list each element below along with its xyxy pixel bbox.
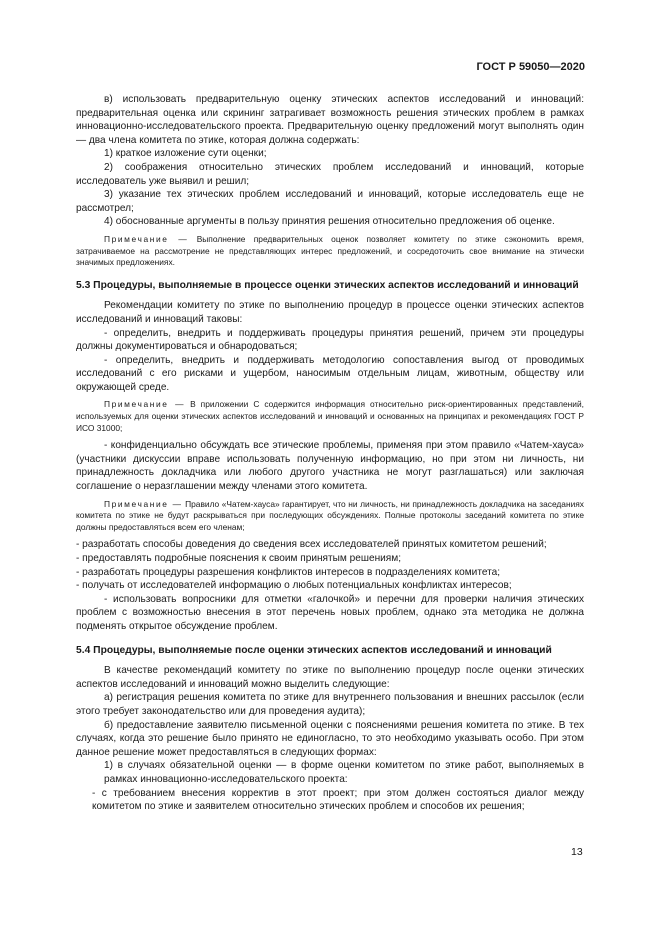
note-label: Примечание —	[104, 399, 186, 410]
paragraph: 1) в случаях обязательной оценки — в форме оценки комитетом по этике работ, выполняемых в рамках инновационно-исследовательского проекта:	[104, 760, 584, 785]
paragraph: Рекомендации комитету по этике по выполнению процедур в процессе оценки этических аспектов исследований и инноваций таковы:	[76, 300, 584, 325]
note-text: Правило «Чатем-хауса» гарантирует, что ни личность, ни принадлежность докладчика на заседаниях комитета по этике не будут раскрываться при последующих обсуждениях. Полные протоколы заседаний комитета по этике должны предоставляться всем его членам;	[76, 498, 584, 532]
page-content	[76, 93, 584, 814]
list-item: - предоставлять подробные пояснения к своим принятым решениям;	[76, 553, 402, 564]
note	[76, 399, 584, 434]
standard-code: ГОСТ Р 59050—2020	[476, 61, 585, 73]
note	[76, 499, 584, 534]
paragraph: - определить, внедрить и поддерживать процедуры принятия решений, причем эти процедуры должны документироваться и обнародоваться;	[76, 327, 584, 353]
page-number: 13	[571, 846, 583, 858]
list-item: - разработать способы доведения до сведения всех исследователей принятых комитетом решений;	[76, 539, 547, 551]
paragraph: - определить, внедрить и поддерживать методологию сопоставления выгод от проводимых исследований с его рисками и ущербом, наносимым отдельным лицам, животным, обществу или окружающей среде.	[76, 354, 584, 393]
list-item: 1) краткое изложение сути оценки;	[104, 148, 267, 160]
paragraph: - с требованием внесения корректив в этот проект; при этом должен состояться диалог между комитетом по этике и заявителем относительно этических проблем и способов их решения;	[92, 787, 584, 813]
paragraph: В качестве рекомендаций комитету по этике по выполнению процедур после оценки этических аспектов исследований и инноваций можно выделить следующие:	[76, 665, 584, 690]
list-item: 2) соображения относительно этических проблем исследований и инноваций, которые исследователь уже выявил и решил;	[76, 161, 584, 187]
note	[76, 234, 584, 269]
list-item: 4) обоснованные аргументы в пользу принятия решения относительно предложения об оценке.	[104, 216, 555, 228]
note-label: Примечание —	[104, 498, 183, 509]
list-item: - получать от исследователей информацию о любых потенциальных конфликтах интересов;	[76, 580, 512, 592]
list-item: 3) указание тех этических проблем исследований и инноваций, которые исследователь еще не рассмотрел;	[76, 189, 584, 214]
list-item: - разработать процедуры разрешения конфликтов интересов в подразделениях комитета;	[76, 566, 501, 578]
note-text: Выполнение предварительных оценок позволяет комитету по этике сэкономить время, затрачиваемое на рассмотрение не представляющих интерес предложений, и сосредоточить свое внимание на этически значимых предложениях.	[76, 233, 585, 268]
list-item: - использовать вопросники для отметки «галочкой» и перечни для проверки наличия этических проблем с возможностью внесения в этот перечень новых проблем, однако эта методика не должна подменять открытое обсуждение проблем.	[76, 593, 584, 632]
section-heading-5-4: 5.4 Процедуры, выполняемые после оценки этических аспектов исследований и инноваций	[76, 644, 552, 656]
note-text: В приложении С содержится информация относительно риск-ориентированных представлений, используемых для оценки этических аспектов исследований и инноваций и основанных на принципах и рекомендациях ГОСТ Р ИСО 31000;	[76, 399, 584, 433]
section-heading-5-3: 5.3 Процедуры, выполняемые в процессе оценки этических аспектов исследований и инноваций	[76, 279, 579, 291]
paragraph: в) использовать предварительную оценку этических аспектов исследований и инноваций: предварительная оценка или скрининг затрагивает возможность решения этических проблем в рамках инновационно-исследовательского проекта. Предварительную оценку предложений могут выполнять один — два члена комитета по этике, которая должна содержать:	[76, 94, 584, 146]
paragraph: - конфиденциально обсуждать все этические проблемы, применяя при этом правило «Чатем-хауса» (участники дискуссии вправе использовать полученную информацию, но при этом ни личность, ни принадлежность докладчика или любого другого участника не могут разглашаться) или заключая соглашение о неразглашении между членами этого комитета.	[76, 440, 584, 493]
paragraph: а) регистрация решения комитета по этике для внутреннего пользования и внешних рассылок (если этого требует законодательство или для проведения аудита);	[76, 692, 584, 717]
note-label: Примечание —	[104, 233, 189, 244]
paragraph: б) предоставление заявителю письменной оценки с пояснениями решения комитета по этике. В тех случаях, когда это решение было принято не единогласно, то это необходимо указывать особо. При этом данное решение может предоставляться в следующих формах:	[76, 719, 584, 758]
